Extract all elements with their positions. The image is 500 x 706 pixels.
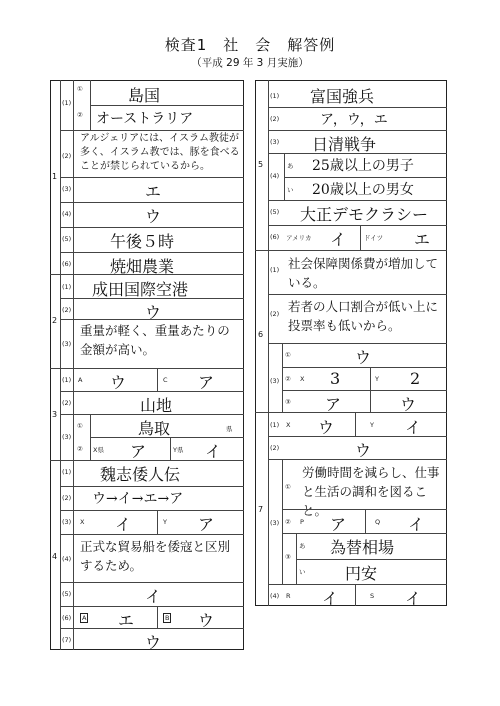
answer: ウ (145, 207, 162, 226)
section-number: 3 (52, 410, 58, 419)
answer: 午後５時 (110, 232, 175, 251)
blank-label: アメリカ (286, 234, 312, 242)
sub-number: ① (285, 351, 291, 359)
question-number: (2) (62, 306, 72, 314)
section-number: 7 (258, 505, 264, 514)
question-number: (4) (270, 172, 280, 180)
answer: ウ (145, 633, 162, 652)
divider (60, 202, 244, 203)
divider (282, 343, 283, 412)
question-number: (2) (62, 494, 72, 502)
question-number: (6) (62, 614, 72, 622)
question-number: (4) (270, 592, 280, 600)
divider (60, 252, 244, 253)
answer: エ (414, 230, 431, 249)
page-subtitle: （平成 29 年 3 月実施） (191, 57, 309, 69)
question-number: (5) (62, 235, 72, 243)
answer: ア (198, 373, 215, 392)
page-title: 検査1 社 会 解答例 (164, 36, 336, 54)
divider (268, 153, 447, 154)
divider (60, 130, 244, 131)
question-number: (6) (62, 260, 72, 268)
sub-number: ① (77, 422, 83, 430)
divider (60, 319, 244, 320)
divider (157, 606, 158, 628)
answer: 重量が軽く、重量あたりの金額が高い。 (80, 323, 230, 357)
divider (157, 510, 158, 534)
answer: イ (115, 515, 132, 534)
question-number: (3) (62, 518, 72, 526)
question-number: (1) (62, 376, 72, 384)
answer: ウ (198, 611, 215, 630)
question-number: (3) (62, 340, 72, 348)
question-number: (4) (62, 210, 72, 218)
divider (282, 390, 447, 391)
answer: イ (405, 589, 422, 608)
question-number: (6) (270, 233, 280, 241)
answer: ア (130, 442, 147, 461)
blank-label: C (163, 376, 168, 384)
answer: イ (408, 515, 425, 534)
answer: 成田国際空港 (92, 280, 189, 299)
blank-label: X県 (93, 446, 104, 454)
divider (60, 510, 244, 511)
answer: エ (145, 182, 162, 201)
divider (268, 343, 447, 344)
blank-label: Y (375, 375, 379, 383)
blank-label: ドイツ (364, 234, 384, 242)
blank-label: B (165, 614, 170, 622)
answer: 2 (410, 369, 421, 388)
section-number: 6 (258, 330, 264, 339)
blank-label: Y (163, 518, 167, 526)
answer: 円安 (345, 564, 378, 583)
answer: ウ (145, 303, 162, 322)
divider (268, 225, 447, 226)
section-number: 1 (52, 172, 58, 181)
divider (268, 294, 447, 295)
blank-label: S (370, 592, 375, 600)
answer: ウ (400, 395, 417, 414)
question-number: (1) (62, 283, 72, 291)
blank-label: Q (375, 518, 381, 526)
section-number: 4 (52, 552, 58, 561)
answer: 正式な貿易船を倭寇と区別するため。 (80, 539, 231, 573)
question-number: (1) (270, 266, 280, 274)
answer: 鳥取 (138, 419, 171, 438)
answer: ア，ウ，エ (320, 112, 388, 128)
answer: ア (330, 515, 347, 534)
answer: オーストラリア (96, 111, 194, 127)
blank-label: X (286, 421, 291, 429)
answer: 大正デモクラシー (300, 205, 429, 224)
sub-number: ② (77, 445, 83, 453)
answer: 富国強兵 (310, 87, 375, 106)
question-number: (1) (270, 92, 280, 100)
divider (365, 509, 366, 533)
question-number: (2) (270, 115, 280, 123)
answer: イ (145, 587, 162, 606)
divider (170, 437, 171, 460)
sub-label: あ (299, 542, 306, 550)
sub-label: い (287, 186, 294, 194)
blank-label: P (300, 518, 304, 526)
sub-label: あ (287, 162, 294, 170)
question-number: (5) (62, 590, 72, 598)
divider (282, 533, 447, 534)
divider (296, 559, 447, 560)
question-number: (2) (270, 310, 280, 318)
answer: 魏志倭人伝 (100, 465, 181, 484)
answer: イ (330, 230, 347, 249)
answer: 焼畑農業 (110, 257, 175, 276)
answer: ア (198, 515, 215, 534)
blank-label: Y県 (173, 446, 184, 454)
divider (355, 412, 356, 436)
question-number: (1) (62, 99, 72, 107)
divider (60, 298, 244, 299)
answer: ウ (355, 348, 372, 367)
question-number: (2) (270, 444, 280, 452)
divider (268, 107, 447, 108)
answer: 労働時間を減らし、仕事と生活の調和を図ること。 (302, 465, 440, 518)
divider (60, 391, 244, 392)
sub-number: ② (77, 111, 83, 119)
answer: ウ (355, 441, 372, 460)
divider (268, 436, 447, 437)
divider (268, 200, 447, 201)
divider (60, 177, 244, 178)
question-number: (3) (270, 519, 280, 527)
answer: イ (322, 589, 339, 608)
blank-label: A (78, 376, 83, 384)
answer: 為替相場 (330, 538, 395, 557)
answer: 島国 (128, 86, 161, 105)
sub-number: ② (285, 375, 291, 383)
blank-label: X (300, 375, 305, 383)
divider (282, 459, 283, 584)
divider (60, 606, 244, 607)
question-number: (1) (62, 468, 72, 476)
answer: 20歳以上の男女 (312, 182, 414, 198)
divider (50, 274, 244, 275)
divider (60, 414, 244, 415)
question-number: (3) (62, 433, 72, 441)
unit-label: 県 (226, 425, 233, 433)
sub-number: ③ (285, 398, 291, 406)
divider (370, 367, 371, 390)
divider (90, 105, 244, 106)
answer: アルジェリアには、イスラム教徒が多く、イスラム教では、豚を食べることが禁じられているから。 (80, 133, 240, 172)
question-number: (7) (62, 636, 72, 644)
section-number: 2 (52, 316, 58, 325)
answer: 3 (330, 369, 341, 388)
divider (157, 368, 158, 391)
answer: ウ (318, 418, 335, 437)
divider (60, 486, 244, 487)
divider (370, 390, 371, 412)
question-number: (2) (62, 399, 72, 407)
section-number: 5 (258, 160, 264, 169)
divider (73, 80, 74, 650)
blank-label: Y (370, 421, 374, 429)
answer: イ (205, 442, 222, 461)
question-number: (1) (270, 421, 280, 429)
sub-number: ① (77, 85, 83, 93)
blank-label: A (82, 614, 87, 622)
answer: 山地 (140, 396, 173, 415)
divider (268, 130, 447, 131)
blank-label: X (80, 518, 85, 526)
sub-number: ③ (285, 553, 291, 561)
question-number: (3) (270, 377, 280, 385)
divider (60, 80, 61, 650)
divider (284, 177, 447, 178)
sub-label: い (299, 568, 306, 576)
divider (90, 437, 244, 438)
divider (255, 250, 447, 251)
divider (268, 584, 447, 585)
divider (60, 534, 244, 535)
question-number: (4) (62, 555, 72, 563)
answer: 社会保障関係費が増加している。 (288, 256, 439, 290)
divider (268, 459, 447, 460)
question-number: (2) (62, 152, 72, 160)
question-number: (3) (62, 185, 72, 193)
answer: 日清戦争 (312, 135, 377, 154)
divider (60, 227, 244, 228)
answer: イ (405, 418, 422, 437)
divider (282, 367, 447, 368)
answer: ウ (110, 373, 127, 392)
divider (60, 582, 244, 583)
divider (355, 584, 356, 606)
answer: ア (325, 395, 342, 414)
sub-number: ① (285, 483, 291, 491)
question-number: (5) (270, 208, 280, 216)
sub-number: ② (285, 518, 291, 526)
divider (50, 460, 244, 461)
answer: 25歳以上の男子 (312, 158, 414, 174)
divider (255, 412, 447, 413)
divider (60, 628, 244, 629)
blank-label: R (286, 592, 291, 600)
divider (50, 368, 244, 369)
question-number: (3) (270, 138, 280, 146)
divider (360, 225, 361, 250)
answer: 若者の人口割合が低い上に投票率も低いから。 (288, 299, 439, 333)
answer: エ (118, 611, 135, 630)
answer: ウ→イ→エ→ア (92, 491, 184, 507)
